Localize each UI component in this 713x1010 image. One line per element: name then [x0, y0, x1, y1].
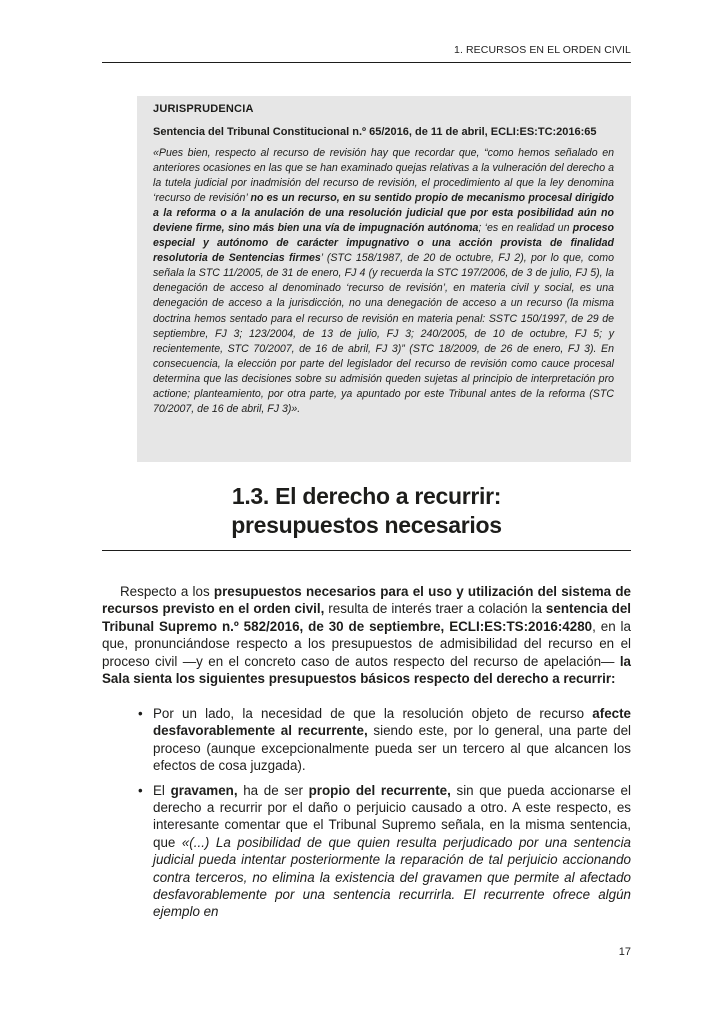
- section-title: [102, 482, 631, 540]
- item-emphasis: afecte desfavorablemente al recurrente,: [153, 706, 631, 739]
- quote-emphasis: no es un recurso, en su sentido propio de mecanismo procesal dirigido a la reforma o a la anulación de una resolución judicial que por esta posibilidad aún no deviene firme, sino más bien una vía de impugnación autónoma: [153, 192, 614, 235]
- section-title-line: 1.3. El derecho a recurrir:: [231, 483, 502, 509]
- body-text: , en la que, pronunciándose respecto a los presupuestos de admisibilidad del recurso en el proceso civil —y en el concreto caso de autos respecto del recurso de apelación—: [102, 618, 631, 669]
- bullet-icon: •: [138, 706, 143, 721]
- jurisprudencia-box: [137, 96, 631, 462]
- bullet-icon: •: [138, 782, 143, 798]
- quote-text: ; ‘es en realidad un: [478, 222, 573, 235]
- item-emphasis: propio del recurrente,: [308, 782, 451, 798]
- item-text: sin que pueda accionarse el derecho a recurrir por el daño o perjuicio causado a otro. A este respecto, es interesante comentar que el Tribunal Supremo señala, en la misma sentencia, que: [153, 782, 631, 850]
- body-paragraph: [102, 583, 631, 687]
- body-emphasis: sentencia del Tribunal Supremo n.º 582/2016, de 30 de septiembre, ECLI:ES:TS:2016:4280: [102, 601, 632, 634]
- section-title-line: presupuestos necesarios: [231, 512, 502, 538]
- jurisprudencia-citation: Sentencia del Tribunal Constitucional n.º 65/2016, de 11 de abril, ECLI:ES:TC:2016:65: [153, 126, 597, 138]
- body-emphasis: presupuestos necesarios para el uso y utilización del sistema de recursos previsto en el orden civil,: [102, 584, 631, 617]
- running-header: 1. RECURSOS EN EL ORDEN CIVIL: [454, 44, 631, 56]
- jurisprudencia-label: JURISPRUDENCIA: [153, 103, 254, 115]
- jurisprudencia-quote: [153, 146, 614, 417]
- quote-text: ’ (STC 158/1987, de 20 de octubre, FJ 2), por lo que, como señala la STC 11/2005, de 31 de enero, FJ 4 (y recuerda la STC 197/2006, de 3 de julio, FJ 5), la denegación de acceso al denominado ‘recurso de revisión’, en materia civil y social, es una denegación de acceso a la jurisdicción, no una denegación de acceso a un recurso (la misma doctrina hemos sentado para el recurso de revisión en materia penal: SSTC 150/1997, de 29 de septiembre, FJ 3; 123/2004, de 13 de julio, FJ 3; 240/2005, de 10 de octubre, FJ 5; y recientemente, STC 70/2007, de 16 de abril, FJ 3)” (STC 18/2009, de 26 de enero, FJ 3). En consecuencia, la elección por parte del legislador del recurso de revisión como cauce procesal determina que las decisiones sobre su admisión queden sujetas al principio de interpretación pro actione; planteamiento, por otra parte, ya apuntado por este Tribunal antes de la reforma (STC 70/2007, de 16 de abril, FJ 3)».: [153, 252, 614, 415]
- item-text: Por un lado, la necesidad de que la resolución objeto de recurso: [153, 706, 593, 721]
- header-divider: [102, 62, 631, 63]
- item-emphasis: gravamen,: [170, 782, 238, 798]
- page-number: 17: [618, 946, 631, 958]
- list-item: [138, 782, 631, 921]
- body-text: Respecto a los: [120, 584, 214, 599]
- quote-text: «Pues bien, respecto al recurso de revisión hay que recordar que, “como hemos señalado en anteriores ocasiones en las que se han examinado quejas relativas a la vulneración del derecho a la tutela judicial por inadmisión del recurso de revisión, el procedimiento al que la ley denomina ‘recurso de revisión’: [153, 147, 614, 205]
- body-emphasis: la Sala sienta los siguientes presupuestos básicos respecto del derecho a recurrir:: [102, 653, 631, 687]
- item-text: ha de ser: [237, 782, 309, 798]
- body-text: resulta de interés traer a colación la: [324, 601, 546, 617]
- section-divider: [102, 550, 631, 551]
- list-item: [138, 705, 631, 775]
- item-text: El: [153, 782, 171, 798]
- item-text: siendo este, por lo general, una parte del proceso (aunque excepcionalmente pueda ser un tercero al que alcancen los efectos de cosa juzgada).: [153, 723, 631, 774]
- presupuestos-list: [138, 705, 631, 921]
- quote-emphasis: proceso especial y autónomo de carácter impugnativo o una acción provista de finalidad resolutoria de Sentencias firmes: [153, 222, 614, 265]
- item-quote: «(...) La posibilidad de que quien resulta perjudicado por una sentencia judicial pueda intentar posteriormente la reparación de tal perjuicio accionando contra terceros, no elimina la existencia del gravamen que permite al afectado desfavorablemente por una sentencia recurrirla. El recurrente ofrece algún ejemplo en: [153, 834, 631, 920]
